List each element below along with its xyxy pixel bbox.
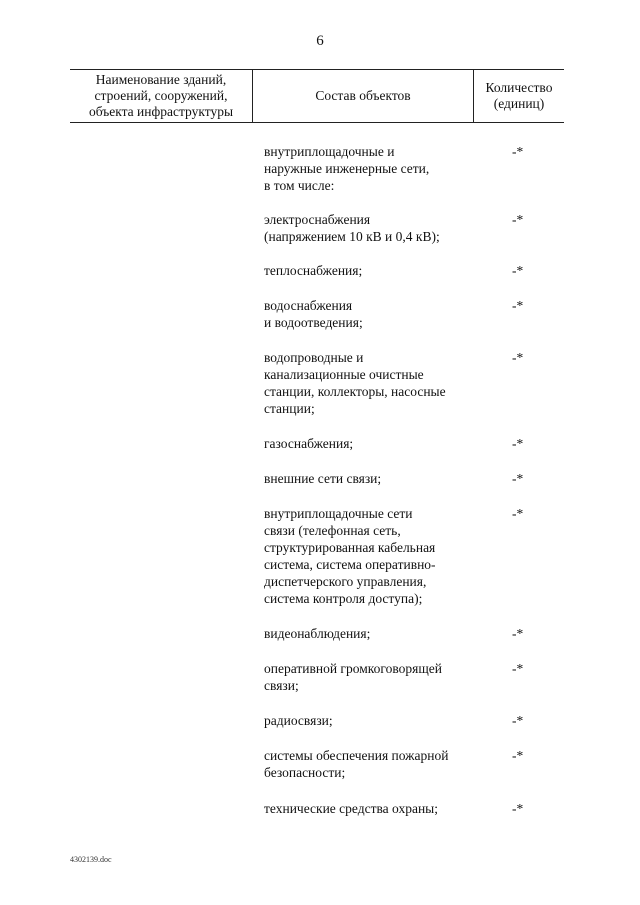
text-line: водопроводные и xyxy=(264,350,364,365)
header-cell-quantity xyxy=(474,70,564,122)
object-composition-text xyxy=(264,712,489,729)
text-line: и водоотведения; xyxy=(264,315,363,330)
object-composition-text xyxy=(264,800,489,817)
file-name-footer: 4302139.doc xyxy=(70,855,112,864)
object-composition-text xyxy=(264,505,489,607)
quantity-value: -* xyxy=(512,263,524,278)
text-line: структурированная кабельная xyxy=(264,540,436,555)
object-composition-text xyxy=(264,297,489,331)
quantity-value: -* xyxy=(512,471,524,486)
header-text: Количество xyxy=(485,80,553,95)
text-line: оперативной громкоговорящей xyxy=(264,661,442,676)
text-line: внешние сети связи; xyxy=(264,471,382,486)
text-line: канализационные очистные xyxy=(264,367,424,382)
quantity-value: -* xyxy=(512,506,524,521)
object-composition-text xyxy=(264,625,489,642)
object-composition-text xyxy=(264,470,489,487)
quantity-value: -* xyxy=(512,748,524,763)
text-line: теплоснабжения; xyxy=(264,263,363,278)
text-line: система, система оперативно- xyxy=(264,557,436,572)
text-line: внутриплощадочные и xyxy=(264,144,395,159)
text-line: (напряжением 10 кВ и 0,4 кВ); xyxy=(264,229,440,244)
quantity-value: -* xyxy=(512,144,524,159)
text-line: технические средства охраны; xyxy=(264,801,439,816)
object-composition-text xyxy=(264,660,489,694)
text-line: видеонаблюдения; xyxy=(264,626,371,641)
header-text: объекта инфраструктуры xyxy=(88,104,234,119)
header-cell-composition xyxy=(253,70,474,122)
text-line: в том числе: xyxy=(264,178,335,193)
text-line: диспетчерского управления, xyxy=(264,574,427,589)
quantity-value: -* xyxy=(512,212,524,227)
text-line: связи; xyxy=(264,678,299,693)
quantity-value: -* xyxy=(512,436,524,451)
quantity-value: -* xyxy=(512,626,524,641)
table-header xyxy=(70,69,564,123)
text-line: связи (телефонная сеть, xyxy=(264,523,401,538)
quantity-value: -* xyxy=(512,661,524,676)
text-line: станции, коллекторы, насосные xyxy=(264,384,446,399)
text-line: газоснабжения; xyxy=(264,436,354,451)
text-line: станции; xyxy=(264,401,315,416)
text-line: электроснабжения xyxy=(264,212,371,227)
header-cell-building-name xyxy=(70,70,253,122)
text-line: безопасности; xyxy=(264,765,346,780)
text-line: наружные инженерные сети, xyxy=(264,161,430,176)
text-line: водоснабжения xyxy=(264,298,353,313)
text-line: системы обеспечения пожарной xyxy=(264,748,449,763)
object-composition-text xyxy=(264,435,489,452)
header-text: Наименование зданий, xyxy=(95,72,227,87)
text-line: система контроля доступа); xyxy=(264,591,423,606)
quantity-value: -* xyxy=(512,350,524,365)
quantity-value: -* xyxy=(512,298,524,313)
quantity-value: -* xyxy=(512,801,524,816)
page-number: 6 xyxy=(316,33,324,49)
header-text: строений, сооружений, xyxy=(94,88,228,103)
object-composition-text xyxy=(264,747,489,781)
object-composition-text xyxy=(264,211,489,245)
object-composition-text xyxy=(264,262,489,279)
header-text: (единиц) xyxy=(493,96,545,111)
object-composition-text xyxy=(264,143,489,194)
text-line: внутриплощадочные сети xyxy=(264,506,413,521)
header-text: Состав объектов xyxy=(315,88,411,103)
quantity-value: -* xyxy=(512,713,524,728)
text-line: радиосвязи; xyxy=(264,713,333,728)
object-composition-text xyxy=(264,349,489,417)
